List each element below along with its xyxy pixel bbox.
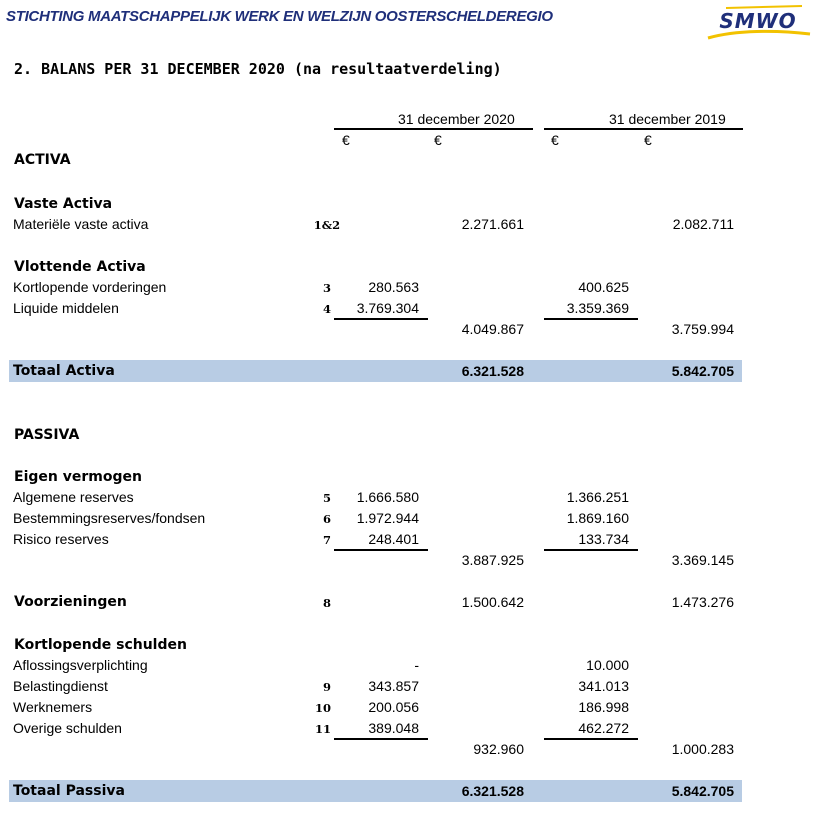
subtotal-rule	[334, 549, 428, 551]
row-label: Aflossingsverplichting	[13, 657, 148, 673]
subtotal-2019: 1.000.283	[671, 741, 734, 757]
group-heading-voorzieningen: Voorzieningen	[14, 594, 127, 610]
row-label: Materiële vaste activa	[13, 216, 149, 232]
note-ref: 4	[322, 302, 331, 316]
amount-2019: 2.082.711	[672, 216, 734, 232]
amount-2019-detail: 133.734	[578, 531, 629, 547]
amount-2019-detail: 341.013	[578, 678, 629, 694]
total-passiva-label: Totaal Passiva	[13, 783, 125, 799]
page-title: 2. BALANS PER 31 DECEMBER 2020 (na resultaatverdeling)	[14, 60, 502, 78]
subtotal-rule	[544, 549, 638, 551]
subtotal-2020: 932.960	[473, 741, 524, 757]
amount-2020-detail: 200.056	[368, 699, 419, 715]
note-ref: 10	[314, 701, 331, 715]
subtotal-rule	[334, 738, 428, 740]
amount-2020-detail: 280.563	[368, 279, 419, 295]
amount-2019-detail: 400.625	[578, 279, 629, 295]
note-ref: 1&2	[313, 218, 341, 232]
amount-2020-detail: 248.401	[368, 531, 419, 547]
amount-2019-detail: 10.000	[586, 657, 629, 673]
row-label: Bestemmingsreserves/fondsen	[13, 510, 206, 526]
amount-2019-detail: 462.272	[578, 720, 629, 736]
total-activa-2020: 6.321.528	[461, 363, 524, 379]
currency-label: €	[434, 132, 442, 148]
row-label: Overige schulden	[13, 720, 122, 736]
note-ref: 3	[322, 281, 331, 295]
row-label: Algemene reserves	[13, 489, 134, 505]
subtotal-rule	[544, 738, 638, 740]
amount-2019-detail: 1.869.160	[566, 510, 629, 526]
row-label: Kortlopende vorderingen	[13, 279, 167, 295]
group-heading-vlottende-activa: Vlottende Activa	[14, 259, 146, 275]
column-header-2020: 31 december 2020	[398, 111, 515, 127]
note-ref: 11	[314, 722, 331, 736]
smwo-logo	[706, 4, 812, 40]
row-label: Liquide middelen	[13, 300, 119, 316]
note-ref: 9	[322, 680, 331, 694]
note-ref: 6	[322, 512, 331, 526]
group-heading-kortlopende-schulden: Kortlopende schulden	[14, 637, 187, 653]
column-header-2019: 31 december 2019	[609, 111, 726, 127]
amount-2019-detail: 186.998	[578, 699, 629, 715]
svg-text:SMWO: SMWO	[719, 9, 797, 33]
amount-2020-detail: 3.769.304	[356, 300, 419, 316]
amount-2020-detail: 1.666.580	[356, 489, 419, 505]
amount-2020-detail: 1.972.944	[356, 510, 419, 526]
subtotal-rule	[544, 318, 638, 320]
total-activa-label: Totaal Activa	[13, 363, 115, 379]
row-label: Belastingdienst	[13, 678, 108, 694]
total-passiva-2019: 5.842.705	[671, 783, 734, 799]
amount-2020: 2.271.661	[461, 216, 524, 232]
subtotal-2019: 3.369.145	[671, 552, 734, 568]
header-rule-2020	[334, 128, 533, 130]
note-ref: 5	[322, 491, 331, 505]
amount-2020-detail: 343.857	[368, 678, 419, 694]
row-label: Werknemers	[13, 699, 93, 715]
currency-label: €	[342, 132, 350, 148]
note-ref: 7	[322, 533, 331, 547]
organisation-name: STICHTING MAATSCHAPPELIJK WERK EN WELZIJN OOSTERSCHELDEREGIO	[6, 8, 553, 25]
section-heading-passiva: PASSIVA	[14, 427, 80, 443]
note-ref: 8	[322, 596, 331, 610]
subtotal-rule	[334, 318, 428, 320]
group-heading-vaste-activa: Vaste Activa	[14, 196, 113, 212]
currency-label: €	[551, 132, 559, 148]
amount-2019: 1.473.276	[671, 594, 734, 610]
amount-2020: 1.500.642	[461, 594, 524, 610]
row-label: Risico reserves	[13, 531, 109, 547]
group-heading-eigen-vermogen: Eigen vermogen	[14, 469, 142, 485]
subtotal-2020: 4.049.867	[461, 321, 524, 337]
amount-2019-detail: 3.359.369	[566, 300, 629, 316]
amount-2019-detail: 1.366.251	[566, 489, 629, 505]
subtotal-2019: 3.759.994	[671, 321, 734, 337]
amount-2020-detail: -	[414, 657, 419, 673]
section-heading-activa: ACTIVA	[14, 152, 71, 168]
subtotal-2020: 3.887.925	[461, 552, 524, 568]
amount-2020-detail: 389.048	[368, 720, 419, 736]
total-activa-2019: 5.842.705	[671, 363, 734, 379]
total-passiva-2020: 6.321.528	[461, 783, 524, 799]
header-rule-2019	[544, 128, 743, 130]
currency-label: €	[644, 132, 652, 148]
total-activa-band	[9, 360, 742, 382]
